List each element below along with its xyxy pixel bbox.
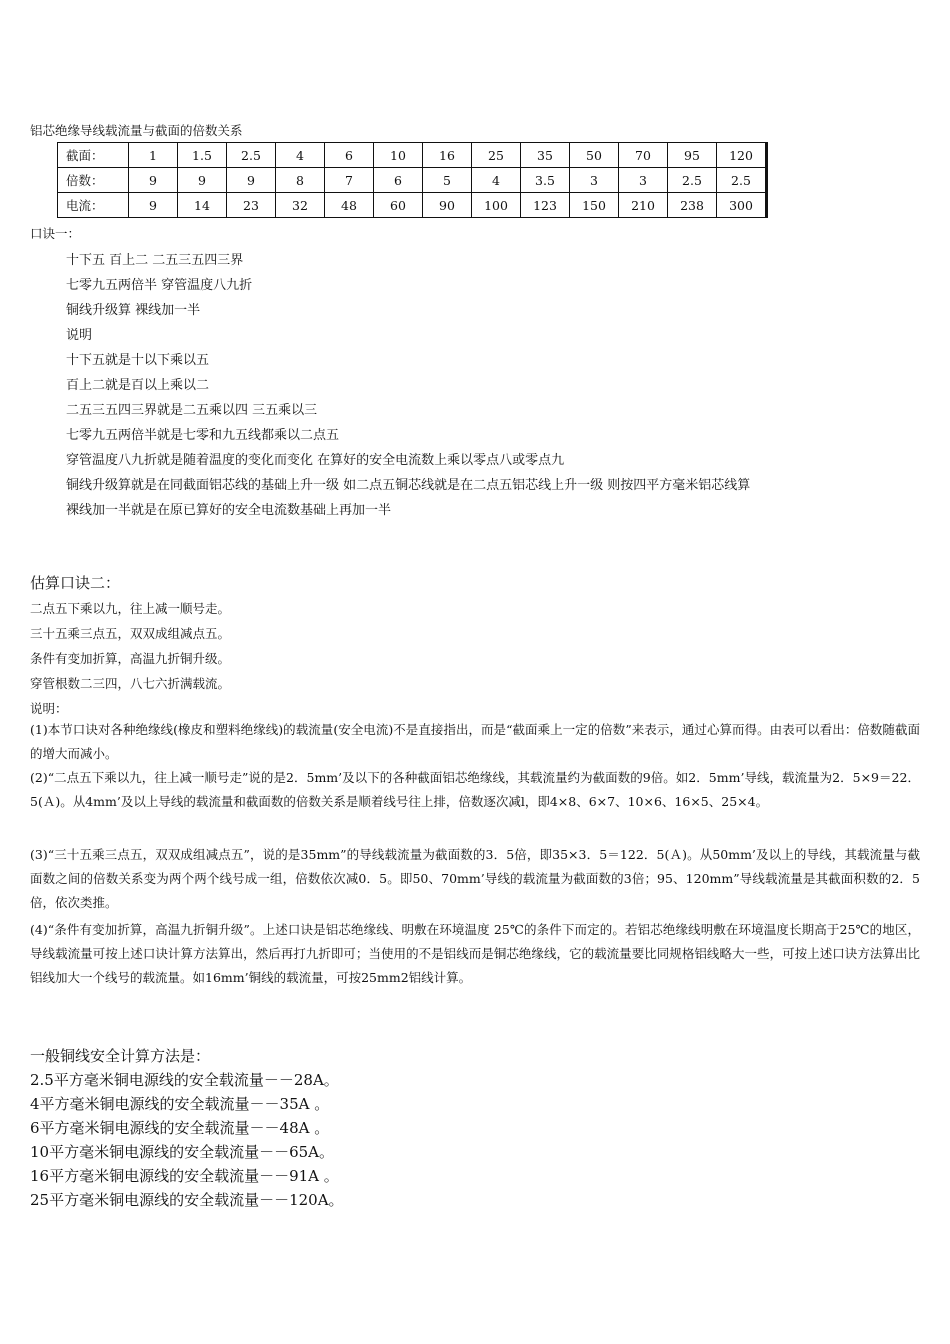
- table-cell: 4: [472, 168, 521, 193]
- row-header: 倍数：: [58, 168, 129, 193]
- table-cell: 5: [423, 168, 472, 193]
- table-cell: 48: [325, 193, 374, 218]
- table-cell: 7: [325, 168, 374, 193]
- verse2-line: 穿管根数二三四，八七六折满载流。: [30, 676, 231, 691]
- verse1-line: 铜线升级算就是在同截面铝芯线的基础上升一级 如二点五铜芯线就是在二点五铝芯线上升一级 则按四平方毫米铝芯线算: [66, 478, 751, 493]
- table-cell: 60: [374, 193, 423, 218]
- verse2-line: 条件有变加折算，高温九折铜升级。: [30, 651, 231, 666]
- table-cell: 35: [521, 143, 570, 168]
- table-cell: 150: [570, 193, 619, 218]
- verse1-heading: 口诀一：: [30, 226, 81, 241]
- verse1-line: 七零九五两倍半就是七零和九五线都乘以二点五: [66, 428, 340, 443]
- table-row-multiplier: [58, 168, 767, 193]
- table-cell: 238: [668, 193, 717, 218]
- copper-line: 10平方毫米铜电源线的安全载流量－－65A。: [30, 1143, 335, 1161]
- table-cell: 2.5: [668, 168, 717, 193]
- copper-line: 2.5平方毫米铜电源线的安全载流量－－28A。: [30, 1071, 339, 1089]
- table-cell: 3: [619, 168, 668, 193]
- note-paragraph: (4)“条件有变加折算，高温九折铜升级”。上述口诀是铝芯绝缘线、明敷在环境温度 25℃的条件下而定的。若铝芯绝缘线明敷在环境温度长期高于25℃的地区，导线载流量可按上述口诀计算方法算出，然后再打九折即可；当使用的不是铝线而是铜芯绝缘线，它的载流量要比同规格铝线略大一些，可按上述口诀方法算出比铝线加大一个线号的载流量。如16mm’铜线的载流量，可按25mm2铝线计算。: [30, 922, 920, 985]
- table-cell: 14: [178, 193, 227, 218]
- table-row-section: [58, 143, 767, 168]
- table-cell: 300: [717, 193, 767, 218]
- verse2-heading: 估算口诀二：: [30, 574, 121, 592]
- copper-heading: 一般铜线安全计算方法是：: [30, 1047, 211, 1065]
- table-title: 铝芯绝缘导线载流量与截面的倍数关系: [30, 123, 243, 138]
- row-header: 截面：: [58, 143, 129, 168]
- verse2-line: 二点五下乘以九，往上减一顺号走。: [30, 601, 231, 616]
- verse1-line: 二五三五四三界就是二五乘以四 三五乘以三: [66, 403, 318, 418]
- copper-line: 4平方毫米铜电源线的安全载流量－－35A 。: [30, 1095, 330, 1113]
- table-cell: 120: [717, 143, 767, 168]
- table-cell: 8: [276, 168, 325, 193]
- table-cell: 70: [619, 143, 668, 168]
- verse1-line: 百上二就是百以上乘以二: [66, 378, 210, 393]
- verse1-line: 说明: [66, 328, 93, 343]
- table-cell: 16: [423, 143, 472, 168]
- table-cell: 10: [374, 143, 423, 168]
- table-cell: 50: [570, 143, 619, 168]
- table-cell: 6: [325, 143, 374, 168]
- copper-line: 25平方毫米铜电源线的安全载流量－－120A。: [30, 1191, 344, 1209]
- table-cell: 1: [129, 143, 178, 168]
- table-cell: 9: [129, 193, 178, 218]
- copper-line: 6平方毫米铜电源线的安全载流量－－48A 。: [30, 1119, 330, 1137]
- copper-line: 16平方毫米铜电源线的安全载流量－－91A 。: [30, 1167, 339, 1185]
- verse1-line: 七零九五两倍半 穿管温度八九折: [66, 278, 253, 293]
- verse2-line: 说明：: [30, 701, 68, 716]
- table-cell: 100: [472, 193, 521, 218]
- verse1-line: 十下五就是十以下乘以五: [66, 353, 210, 368]
- table-row-current: [58, 193, 767, 218]
- ratio-table: [57, 142, 768, 218]
- table-cell: 6: [374, 168, 423, 193]
- table-cell: 2.5: [717, 168, 767, 193]
- verse1-line: 铜线升级算 裸线加一半: [66, 303, 201, 318]
- verse1-line: 穿管温度八九折就是随着温度的变化而变化 在算好的安全电流数上乘以零点八或零点九: [66, 453, 565, 468]
- table-cell: 9: [178, 168, 227, 193]
- note-paragraph: (1)本节口诀对各种绝缘线(橡皮和塑料绝缘线)的载流量(安全电流)不是直接指出，而是“截面乘上一定的倍数”来表示，通过心算而得。由表可以看出：倍数随截面的增大而减小。: [30, 722, 920, 761]
- table-cell: 25: [472, 143, 521, 168]
- row-header: 电流：: [58, 193, 129, 218]
- table-cell: 3.5: [521, 168, 570, 193]
- table-cell: 9: [129, 168, 178, 193]
- table-cell: 23: [227, 193, 276, 218]
- verse2-line: 三十五乘三点五，双双成组减点五。: [30, 626, 231, 641]
- table-cell: 2.5: [227, 143, 276, 168]
- table-cell: 95: [668, 143, 717, 168]
- table-cell: 210: [619, 193, 668, 218]
- table-cell: 123: [521, 193, 570, 218]
- table-cell: 32: [276, 193, 325, 218]
- verse1-line: 十下五 百上二 二五三五四三界: [66, 253, 244, 268]
- table-cell: 4: [276, 143, 325, 168]
- table-cell: 3: [570, 168, 619, 193]
- table-cell: 1.5: [178, 143, 227, 168]
- note-paragraph: (3)“三十五乘三点五，双双成组减点五”，说的是35mm”的导线载流量为截面数的3．5倍，即35×3．5＝122．5(Ａ)。从50mm’及以上的导线，其载流量与截面数之间的倍数关系变为两个两个线号成一组，倍数依次减0．5。即50、70mm’导线的载流量为截面数的3倍；95、120mm”导线载流量是其截面积数的2．5倍，依次类推。: [30, 847, 920, 910]
- note-paragraph: (2)“二点五下乘以九，往上减一顺号走”说的是2．5mm’及以下的各种截面铝芯绝缘线，其载流量约为截面数的9倍。如2．5mm’导线，载流量为2．5×9＝22．5(Ａ)。从4mm’及以上导线的载流量和截面数的倍数关系是顺着线号往上排，倍数逐次减l，即4×8、6×7、10×6、16×5、25×4。: [30, 770, 920, 809]
- table-cell: 9: [227, 168, 276, 193]
- table-cell: 90: [423, 193, 472, 218]
- verse1-line: 裸线加一半就是在原已算好的安全电流数基础上再加一半: [66, 503, 392, 518]
